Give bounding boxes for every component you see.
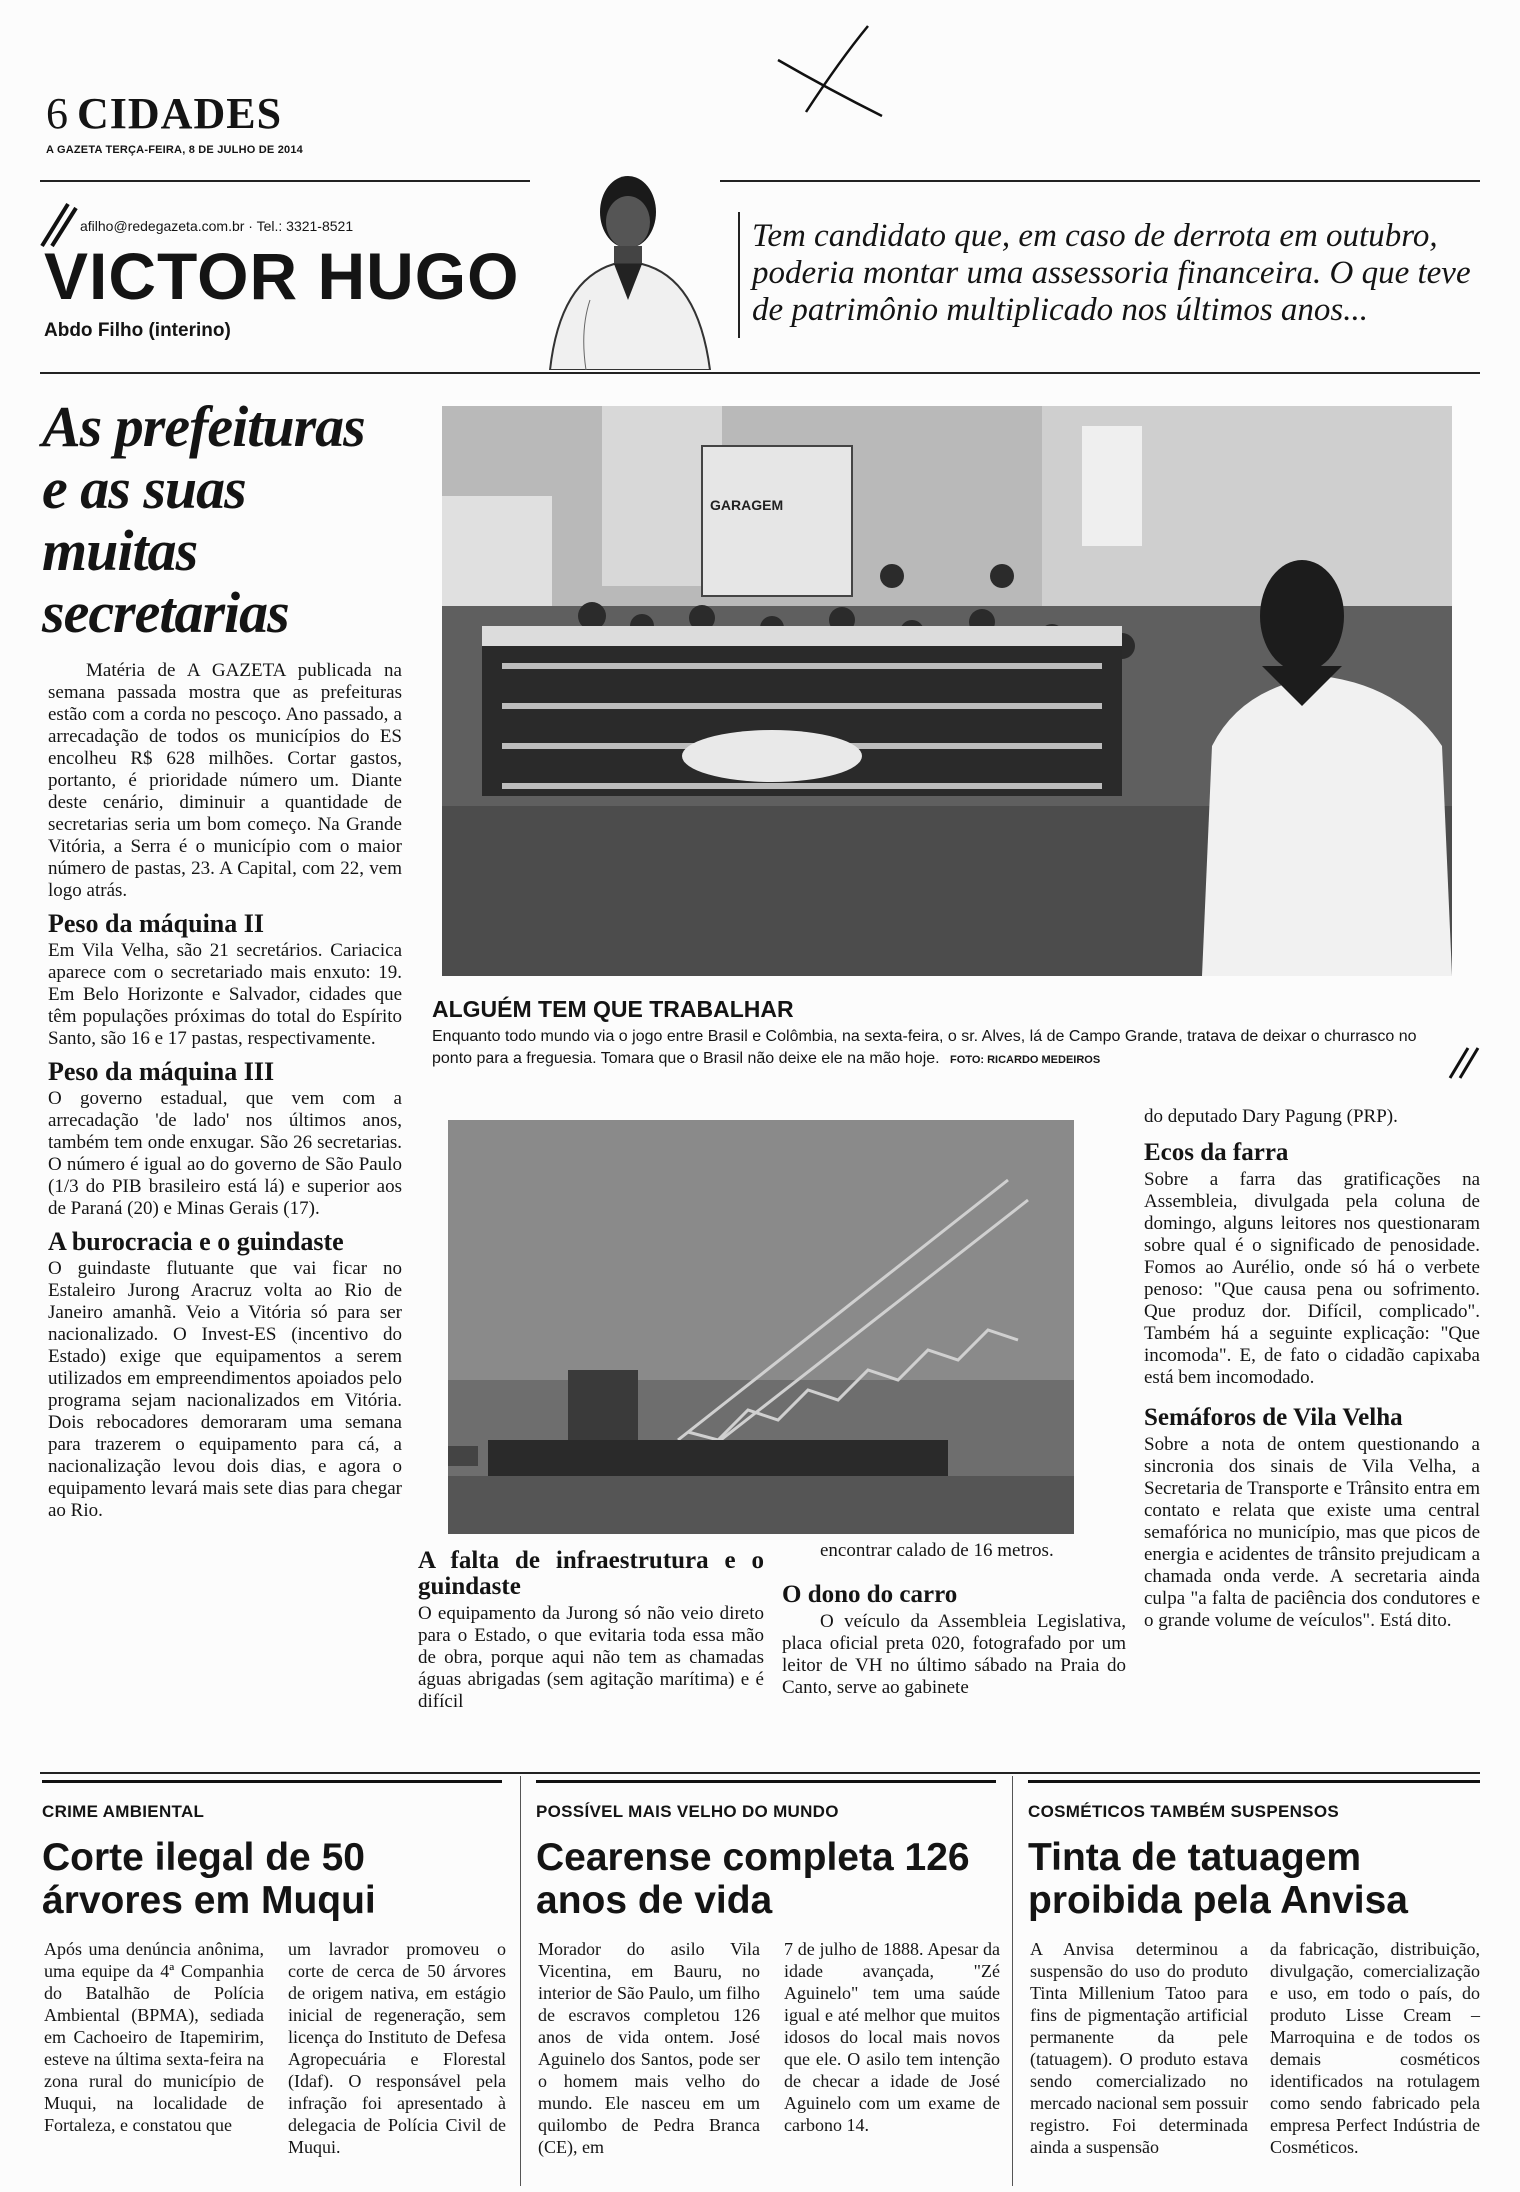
paragraph-dono-carro: O veículo da Assembleia Legislativa, placa oficial preta 020, fotografado por um leitor de VH no último sábado na Praia do Canto, serve ao gabinete	[782, 1611, 1126, 1698]
page-number: 6	[46, 89, 69, 138]
story-rule	[1028, 1780, 1480, 1783]
story-text: Morador do asilo Vila Vicentina, em Bauru, no interior de São Paulo, um filho de escravos completou 126 anos de vida ontem. José Aguinelo dos Santos, pode ser o homem mais velho do mundo. Ele nasceu em um quilombo de Pedra Branca (CE), em	[538, 1939, 760, 2157]
quote-divider	[738, 212, 740, 338]
paragraph-burocracia: O guindaste flutuante que vai ficar no Estaleiro Jurong Aracruz volta ao Rio de Janeiro amanhã. Veio a Vitória só para ser nacionalizado. O Invest-ES (incentivo do Estado) exige que equipamentos a serem utilizados em empreendimentos apoiados pelo programa sejam nacionalizados em Vitória. Dois rebocadores demoraram uma semana para trazerem o equipamento para cá, a nacionalização levou dois dias, e agora o equipamento levará mais sete dias para chegar ao Rio.	[48, 1258, 402, 1521]
subhead-infraestrutura: A falta de infraestrutura e o guindaste	[418, 1547, 764, 1600]
header-rule	[40, 180, 1480, 182]
story-kicker: CRIME AMBIENTAL	[42, 1802, 205, 1821]
paragraph-infraestrutura: O equipamento da Jurong só não veio direto para o Estado, o que evitaria toda essa mão de obra, porque aqui não tem as chamadas águas abrigadas (sem agitação marítima) e é difícil	[418, 1603, 764, 1712]
story-text-cont: um lavrador promoveu o corte de cerca de 50 árvores de origem nativa, em estágio inicial de regeneração, sem licença do Instituto de Defesa Agropecuária e Florestal (Idaf). O responsável pela infração foi apresentado à delegacia de Polícia Civil de Muqui.	[288, 1939, 506, 2157]
paragraph-dono-carro-cont: do deputado Dary Pagung (PRP).	[1144, 1106, 1398, 1127]
story-text-cont: da fabricação, distribuição, divulgação, comercialização e uso, em todo o país, do produto Lisse Cream – Marroquina e de todos os demais cosméticos identificados na rotulagem como sendo fabricado pela empresa Perfect Indústria de Cosméticos.	[1270, 1939, 1480, 2157]
floating-crane-photo	[448, 1120, 1074, 1534]
paragraph-semaforos: Sobre a nota de ontem questionando a sincronia dos sinais de Vila Velha, a Secretaria de Transporte e Trânsito entra em contato e relata que existe uma central semafórica no município, mas que picos de energia e acidentes de trânsito prejudicam a chamada onda verde. A secretaria ainda culpa "a falta de paciência dos condutores e o grande volume de veículos". Está dito.	[1144, 1434, 1480, 1631]
subhead-ecos-farra: Ecos da farra	[1144, 1139, 1289, 1166]
photo-credit: FOTO: RICARDO MEDEIROS	[950, 1054, 1101, 1066]
double-slash-icon	[1446, 1044, 1482, 1080]
story-rule	[536, 1780, 996, 1783]
subhead-peso-iii: Peso da máquina III	[48, 1057, 275, 1086]
photo-caption-title: ALGUÉM TEM QUE TRABALHAR	[432, 996, 794, 1022]
story-headline: Cearense completa 126 anos de vida	[536, 1836, 970, 1922]
barbecue-photo	[442, 406, 1452, 976]
dateline: A GAZETA TERÇA-FEIRA, 8 DE JULHO DE 2014	[46, 144, 303, 156]
handwritten-x-mark	[770, 20, 890, 120]
page-section-header	[46, 88, 282, 139]
paragraph-ecos-farra: Sobre a farra das gratificações na Assembleia, divulgada pela coluna de domingo, alguns leitores nos questionaram sobre qual é o significado de penosidade. Fomos ao Aurélio, onde só há o verbete penoso: "Que causa pena ou sofrimento. Que produz dor. Difícil, complicado". Também há a seguinte explicação: "Que incomoda". E, de fato o cidadão capixaba está bem incomodado.	[1144, 1169, 1480, 1388]
story-headline: Tinta de tatuagem proibida pela Anvisa	[1028, 1836, 1408, 1922]
middle-column	[418, 1540, 764, 1713]
left-column	[48, 660, 402, 1522]
subhead-dono-carro: O dono do carro	[782, 1581, 958, 1608]
subhead-peso-ii: Peso da máquina II	[48, 909, 264, 938]
paragraph-peso-ii: Em Vila Velha, são 21 secretários. Cariacica aparece com o secretariado mais enxuto: 19. Em Belo Horizonte e Salvador, cidades que têm populações próximas do total do Espírito Santo, são 16 e 17 pastas, respectivamente.	[48, 940, 402, 1049]
paragraph-peso-iii: O governo estadual, que vem com a arrecadação 'de lado' nos últimos anos, também tem onde enxugar. São 26 secretarias. O número é igual ao do governo de São Paulo (1/3 do PIB brasileiro está lá) e superior aos de Paraná (20) e Minas Gerais (17).	[48, 1088, 402, 1219]
column-divider	[1012, 1776, 1013, 2186]
right-column	[1144, 1106, 1480, 1632]
column-author: Abdo Filho (interino)	[44, 320, 231, 341]
story-rule	[42, 1780, 502, 1783]
intro-paragraph: Matéria de A GAZETA publicada na semana passada mostra que as prefeituras estão com a corda no pescoço. Ano passado, a arrecadação de todos os municípios do ES encolheu R$ 628 milhões. Cortar gastos, portanto, é prioridade número um. Diante deste cenário, diminuir a quantidade de secretarias seria um bom começo. Na Grande Vitória, a Serra é o município com o maior número de pastas, 23. A Capital, com 22, vem logo atrás.	[48, 660, 402, 901]
columnist-portrait	[530, 160, 720, 370]
story-text-cont: 7 de julho de 1888. Apesar da idade avançada, "Zé Aguinelo" tem uma saúde igual e até melhor que muitos idosos do local mais novos que ele. O asilo tem intenção de checar a idade de José Aguinelo com um exame de carbono 14.	[784, 1939, 1000, 2135]
paragraph-infraestrutura-cont: encontrar calado de 16 metros.	[820, 1540, 1054, 1561]
column-contact: afilho@redegazeta.com.br · Tel.: 3321-8521	[80, 218, 354, 234]
garage-sign: GARAGEM	[710, 497, 784, 513]
story-kicker: POSSÍVEL MAIS VELHO DO MUNDO	[536, 1802, 839, 1821]
column-divider	[520, 1776, 521, 2186]
subhead-semaforos: Semáforos de Vila Velha	[1144, 1404, 1403, 1431]
main-headline: As prefeituras e as suas muitas secretarias	[42, 394, 365, 645]
column-title: VICTOR HUGO	[44, 239, 520, 313]
story-kicker: COSMÉTICOS TAMBÉM SUSPENSOS	[1028, 1802, 1339, 1821]
story-headline: Corte ilegal de 50 árvores em Muqui	[42, 1836, 376, 1922]
subhead-burocracia: A burocracia e o guindaste	[48, 1227, 344, 1256]
story-text: Após uma denúncia anônima, uma equipe da 4ª Companhia do Batalhão de Polícia Ambiental (BPMA), sediada em Cachoeiro de Itapemirim, esteve na última sexta-feira na zona rural do município de Muqui, na localidade de Fortaleza, e constatou que	[44, 1939, 264, 2135]
photo-caption-text: Enquanto todo mundo via o jogo entre Brasil e Colômbia, na sexta-feira, o sr. Alves, lá de Campo Grande, tratava de deixar o churrasco no ponto para a freguesia. Tomara que o Brasil não deixe ele na mão hoje.	[432, 1028, 1417, 1067]
section-rule	[40, 372, 1480, 374]
story-text: A Anvisa determinou a suspensão do uso do produto Tinta Millenium Tatoo para fins de pigmentação artificial permanente da pele (tatuagem). O produto estava sendo comercializado no mercado nacional sem possuir registro. Foi determinada ainda a suspensão	[1030, 1939, 1248, 2157]
column-quote: Tem candidato que, em caso de derrota em outubro, poderia montar uma assessoria financeira. O que teve de patrimônio multiplicado nos últimos anos...	[752, 218, 1471, 328]
photo-caption	[432, 1026, 1444, 1071]
section-name: CIDADES	[77, 89, 283, 138]
middle-column-2	[782, 1540, 1126, 1699]
bottom-rule	[40, 1772, 1480, 1774]
